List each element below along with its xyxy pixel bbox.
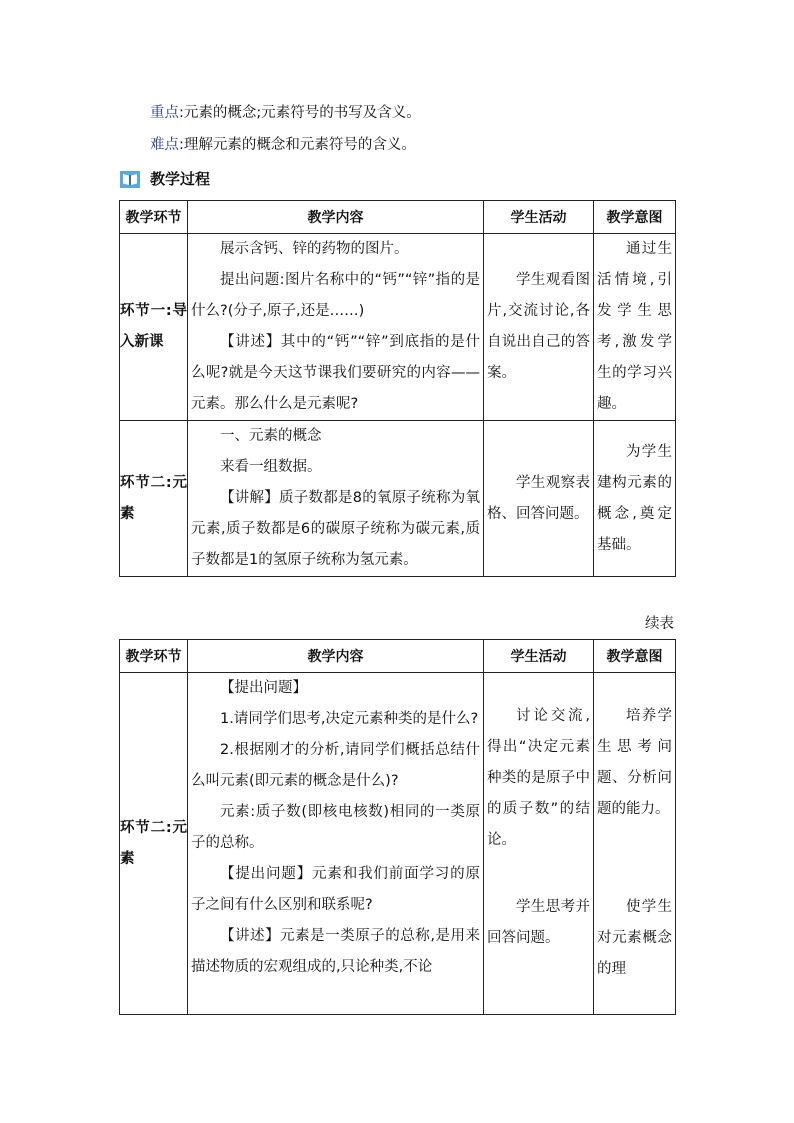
header-stage: 教学环节 xyxy=(120,640,188,673)
header-activity: 学生活动 xyxy=(484,640,594,673)
focus-text: :元素的概念;元素符号的书写及含义。 xyxy=(179,105,421,121)
content-paragraph: 一、元素的概念 xyxy=(220,428,322,444)
difficulty-line xyxy=(150,133,416,154)
content-paragraph: 【提出问题】元素和我们前面学习的原子之间有什么区别和联系呢? xyxy=(191,866,480,913)
lesson-table xyxy=(119,200,676,577)
spacer xyxy=(484,673,593,701)
table-row xyxy=(120,673,676,1015)
stage-cell: 环节二:元素 xyxy=(120,421,188,577)
content-paragraph: 提出问题:图片名称中的“钙”“锌”指的是什么?(分子,原子,还是……) xyxy=(191,272,480,319)
activity-paragraph: 学生思考并回答问题。 xyxy=(487,899,590,946)
stage-cell: 环节一:导入新课 xyxy=(120,234,188,421)
header-content: 教学内容 xyxy=(188,201,484,234)
continued-label: 续表 xyxy=(645,616,674,632)
content-cell xyxy=(188,234,484,421)
book-icon xyxy=(120,169,140,189)
content-paragraph: 来看一组数据。 xyxy=(220,459,322,475)
content-paragraph: 【讲述】其中的“钙”“锌”到底指的是什么呢?就是今天这节课我们要研究的内容——元素。那么什么是元素呢? xyxy=(191,334,480,412)
content-paragraph: 元素:质子数(即核电核数)相同的一类原子的总称。 xyxy=(191,804,480,851)
focus-line xyxy=(150,101,421,122)
activity-cell xyxy=(484,234,594,421)
header-activity: 学生活动 xyxy=(484,201,594,234)
table-row xyxy=(120,234,676,421)
content-paragraph: 【讲述】元素是一类原子的总称,是用来描述物质的宏观组成的,只论种类,不论 xyxy=(191,928,480,975)
activity-cell xyxy=(484,421,594,577)
lesson-table-continued xyxy=(119,639,676,1015)
content-paragraph: 【提出问题】 xyxy=(220,680,307,696)
content-cell xyxy=(188,421,484,577)
section-heading xyxy=(120,168,210,189)
spacer xyxy=(484,856,593,892)
intent-paragraph: 通过生活情境,引发学生思考,激发学生的学习兴趣。 xyxy=(597,241,672,412)
spacer xyxy=(594,673,675,701)
section-title: 教学过程 xyxy=(150,170,211,188)
activity-paragraph: 学生观看图片,交流讨论,各自说出自己的答案。 xyxy=(487,272,590,381)
header-intent: 教学意图 xyxy=(594,201,676,234)
intent-paragraph: 使学生对元素概念的理 xyxy=(597,899,672,977)
intent-paragraph: 培养学生思考问题、分析问题的能力。 xyxy=(597,708,672,817)
table-header-row xyxy=(120,201,676,234)
table-header-row xyxy=(120,640,676,673)
header-content: 教学内容 xyxy=(188,640,484,673)
intent-cell xyxy=(594,673,676,1015)
header-stage: 教学环节 xyxy=(120,201,188,234)
content-paragraph: 1.请同学们思考,决定元素种类的是什么? xyxy=(220,711,479,727)
content-paragraph: 【讲解】质子数都是8的氧原子统称为氧元素,质子数都是6的碳原子统称为碳元素,质子数都是1的氢原子统称为氢元素。 xyxy=(191,490,480,568)
activity-cell xyxy=(484,673,594,1015)
focus-label: 重点 xyxy=(150,105,179,121)
stage-cell: 环节二:元素 xyxy=(120,673,188,1015)
intent-paragraph: 为学生建构元素的概念,奠定基础。 xyxy=(597,443,672,553)
activity-paragraph: 学生观察表格、回答问题。 xyxy=(487,474,590,522)
intent-cell xyxy=(594,421,676,577)
table-row xyxy=(120,421,676,577)
content-paragraph: 展示含钙、锌的药物的图片。 xyxy=(220,241,409,257)
spacer xyxy=(594,825,675,892)
content-paragraph: 2.根据刚才的分析,请同学们概括总结什么叫元素(即元素的概念是什么)? xyxy=(191,742,480,789)
header-intent: 教学意图 xyxy=(594,640,676,673)
content-cell xyxy=(188,673,484,1015)
difficulty-text: :理解元素的概念和元素符号的含义。 xyxy=(179,137,416,153)
activity-paragraph: 讨论交流,得出“决定元素种类的是原子中的质子数”的结论。 xyxy=(487,708,590,848)
intent-cell xyxy=(594,234,676,421)
difficulty-label: 难点 xyxy=(150,137,179,153)
